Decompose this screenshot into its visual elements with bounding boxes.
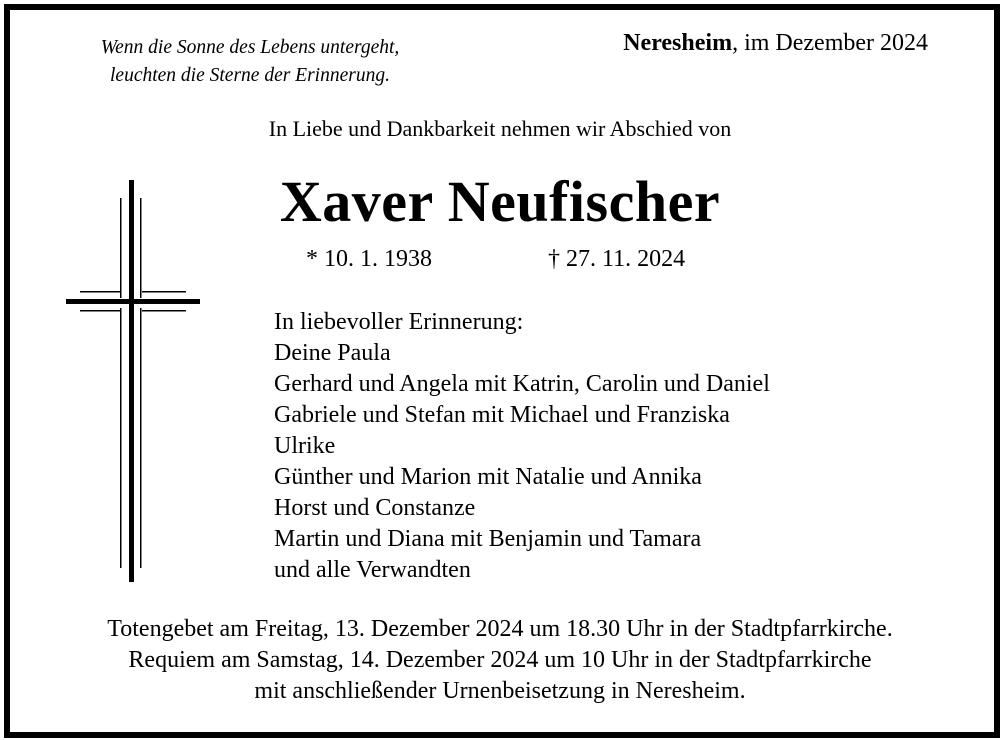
service-line-1: Totengebet am Freitag, 13. Dezember 2024 um 18.30 Uhr in der Stadtpfarrkirche.	[107, 616, 893, 642]
motto	[70, 34, 430, 90]
service-line-2: Requiem am Samstag, 14. Dezember 2024 um 10 Uhr in der Stadtpfarrkirche	[128, 647, 872, 673]
mourner-line: Martin und Diana mit Benjamin und Tamara	[274, 526, 702, 552]
birth-date: * 10. 1. 1938	[306, 246, 432, 272]
cross-icon	[62, 180, 204, 582]
service-info	[0, 614, 1000, 707]
mourners-heading: In liebevoller Erinnerung:	[274, 309, 524, 335]
mourner-line: Günther und Marion mit Natalie und Annika	[274, 464, 702, 490]
mourner-line: Horst und Constanze	[274, 495, 476, 521]
motto-line-1: Wenn die Sonne des Lebens untergeht,	[100, 37, 400, 58]
place: Neresheim	[623, 30, 733, 56]
intro-text: In Liebe und Dankbarkeit nehmen wir Abschied von	[268, 116, 732, 141]
deceased-name: Xaver Neufischer	[279, 169, 721, 234]
service-line-3: mit anschließender Urnenbeisetzung in Neresheim.	[254, 678, 746, 704]
mourner-line: Deine Paula	[274, 340, 391, 366]
motto-line-2: leuchten die Sterne der Erinnerung.	[110, 65, 390, 86]
mourner-line: Ulrike	[274, 433, 336, 459]
death-date: † 27. 11. 2024	[548, 246, 686, 272]
mourner-line: und alle Verwandten	[274, 557, 471, 583]
place-date	[623, 30, 928, 57]
date: , im Dezember 2024	[732, 30, 928, 56]
mourners-list	[274, 307, 770, 586]
mourner-line: Gerhard und Angela mit Katrin, Carolin und Daniel	[274, 371, 770, 397]
mourner-line: Gabriele und Stefan mit Michael und Franziska	[274, 402, 730, 428]
